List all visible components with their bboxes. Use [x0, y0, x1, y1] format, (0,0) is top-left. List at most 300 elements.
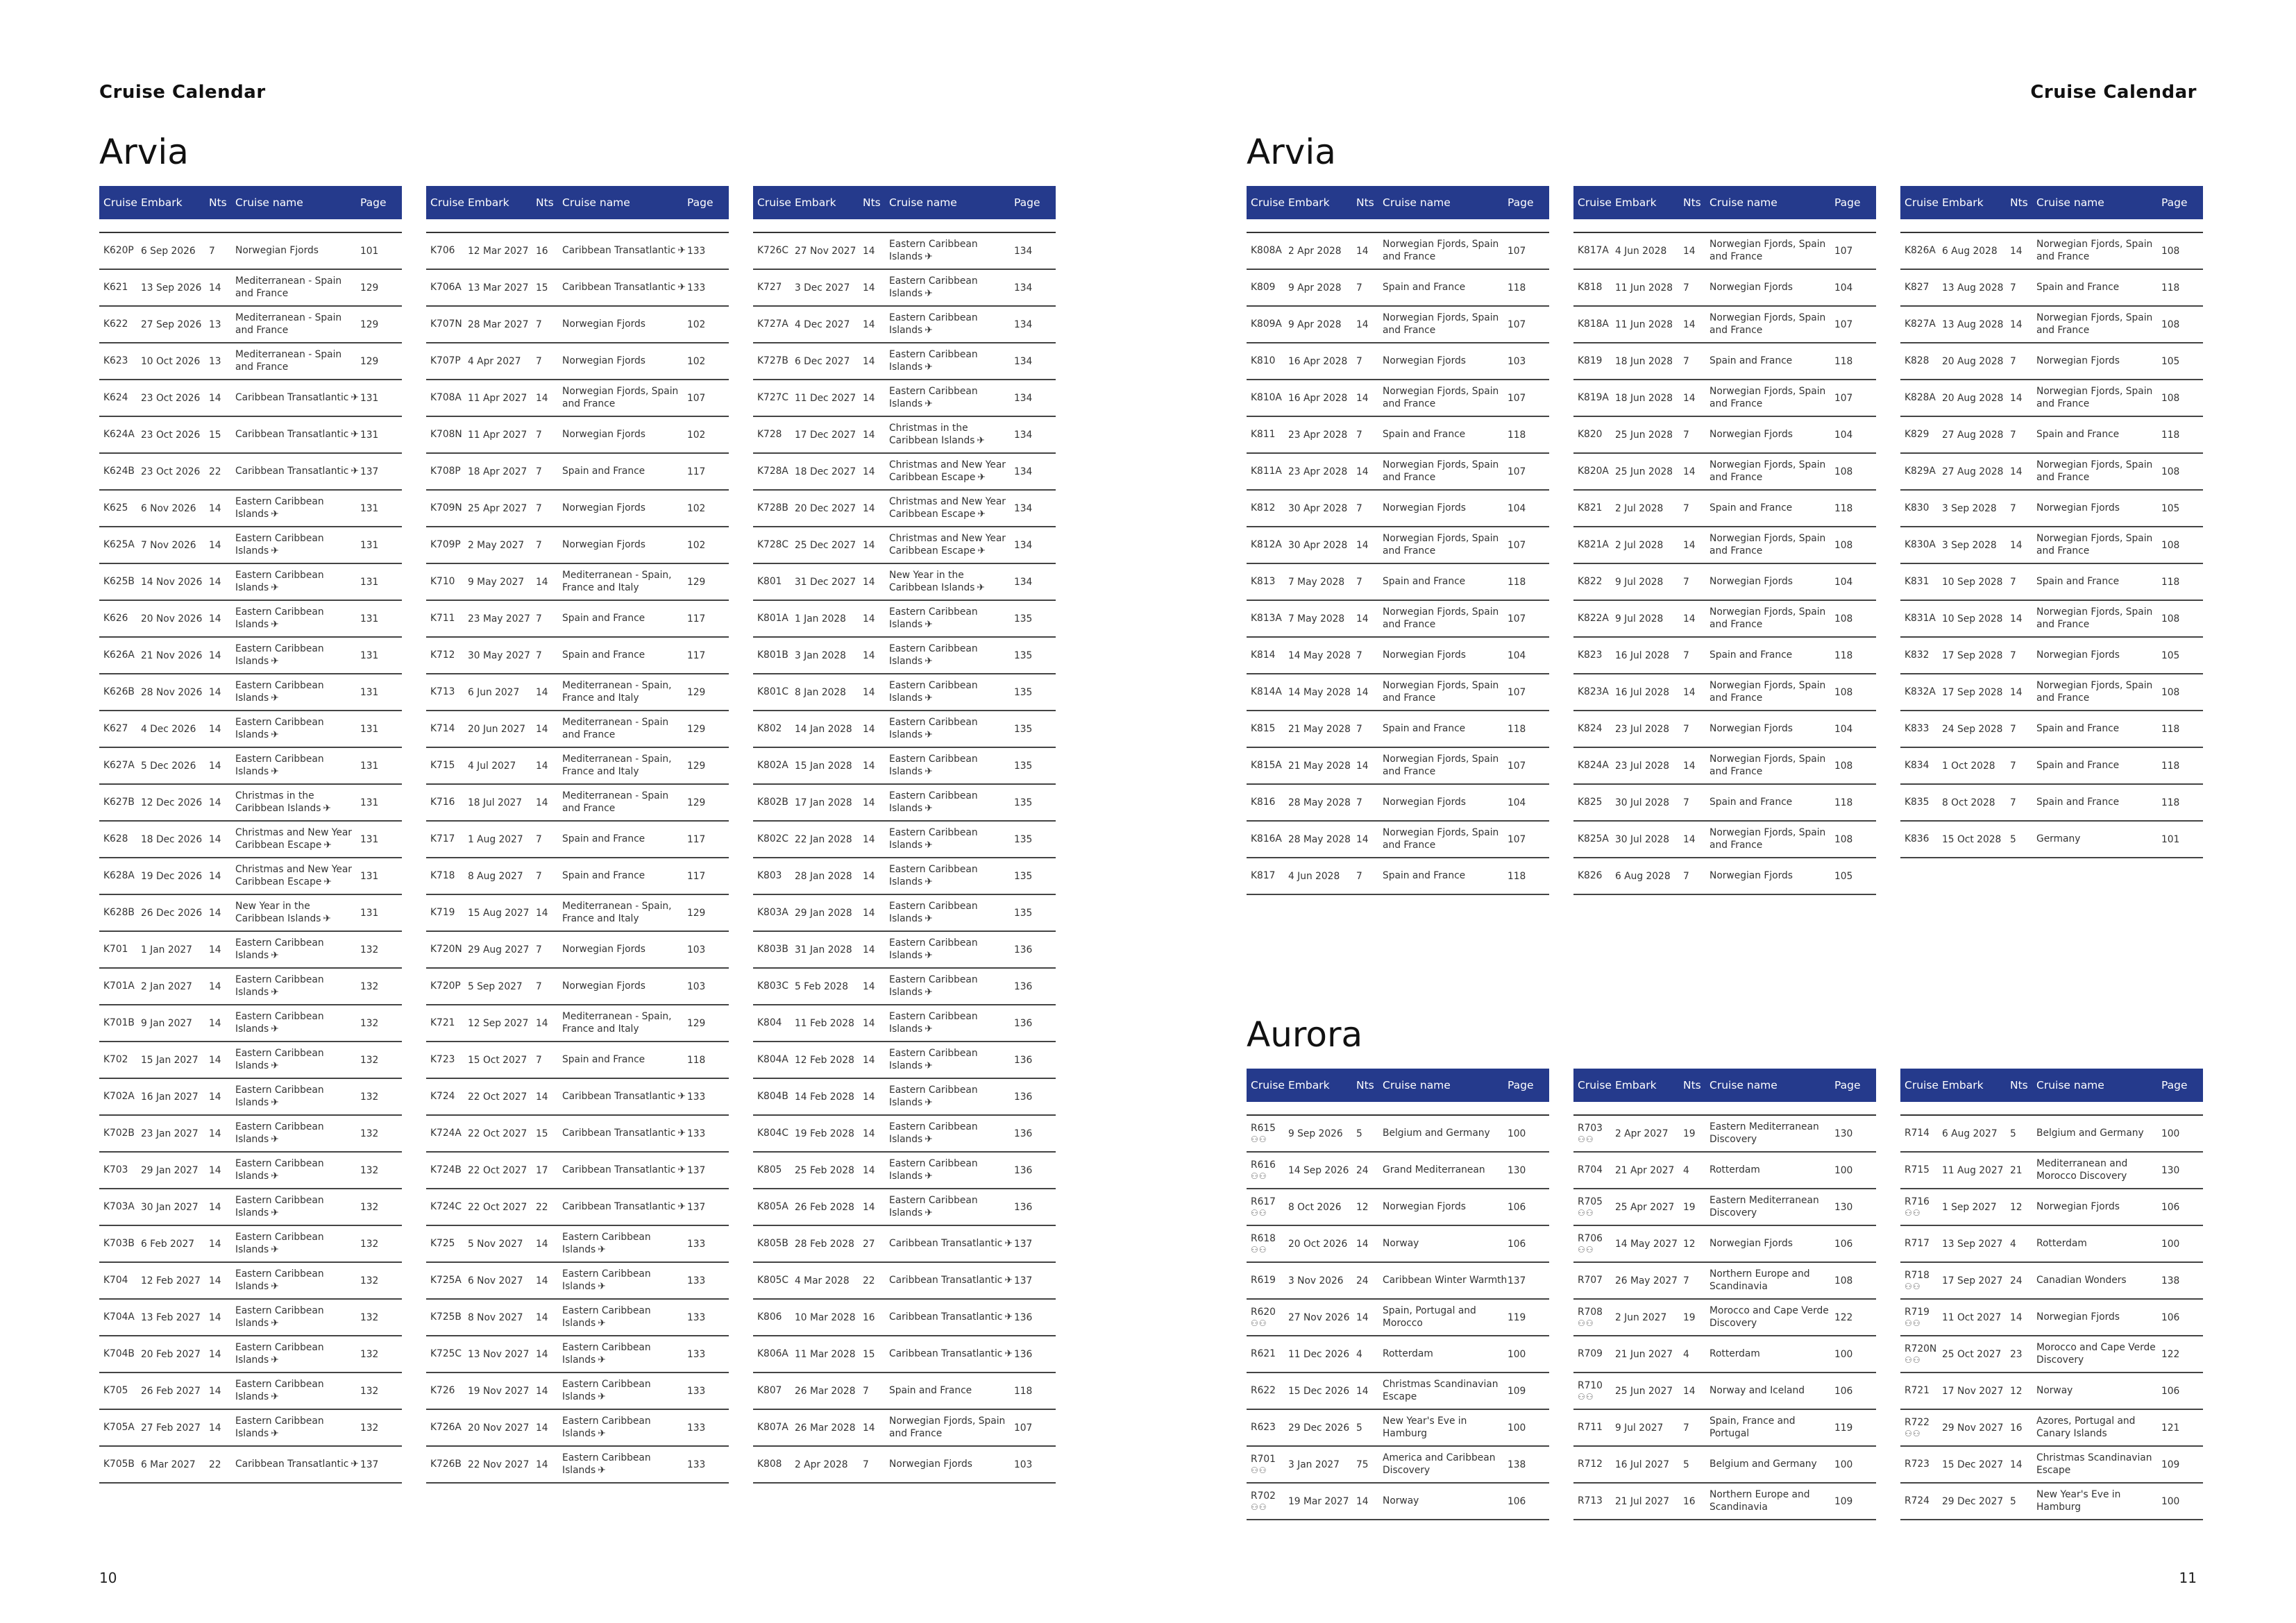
cruise-code: K804C	[757, 1128, 789, 1139]
cruise-name: Eastern Caribbean Islands ✈	[889, 606, 978, 630]
page-ref: 102	[687, 539, 706, 551]
cruise-code: K836	[1905, 833, 1930, 845]
cruise-code: K628A	[103, 870, 135, 882]
table-row	[753, 564, 1056, 601]
embark-date: 12 Feb 2028	[795, 1054, 854, 1066]
table-header	[1247, 1069, 1549, 1102]
embark-date: 15 Jan 2027	[141, 1054, 199, 1066]
cruise-name: Eastern Caribbean Islands ✈	[889, 900, 978, 924]
page-ref: 119	[1508, 1311, 1526, 1323]
col-embark: Embark	[1615, 196, 1657, 209]
cruise-code: K728	[757, 429, 782, 441]
embark-date: 26 May 2027	[1615, 1275, 1678, 1286]
plane-icon: ✈	[925, 618, 933, 630]
cruise-name: Eastern Caribbean Islands ✈	[889, 716, 978, 740]
cruise-code: K719	[430, 907, 455, 919]
cruise-code: K622	[103, 318, 128, 330]
nights: 14	[1356, 245, 1369, 257]
page-ref: 131	[360, 760, 379, 772]
embark-date: 16 Apr 2028	[1288, 355, 1348, 367]
embark-date: 1 Sep 2027	[1942, 1201, 1997, 1213]
header-divider	[1900, 1102, 2203, 1116]
cruise-code: K720N	[430, 944, 462, 955]
embark-date: 23 May 2027	[468, 613, 530, 624]
plane-icon: ✈	[598, 1464, 606, 1476]
cruise-name: Eastern Caribbean Islands ✈	[235, 1194, 324, 1218]
cruise-code	[1900, 1307, 1942, 1328]
table-row	[426, 1116, 729, 1153]
embark-date: 27 Aug 2028	[1942, 429, 2004, 441]
page-ref: 104	[1834, 282, 1853, 294]
page-ref: 107	[1834, 245, 1853, 257]
cruise-name: Eastern Caribbean Islands ✈	[889, 312, 978, 336]
embark-date: 14 May 2028	[1288, 649, 1351, 661]
table-row	[1900, 638, 2203, 674]
table-row	[753, 858, 1056, 895]
cruise-name: Caribbean Winter Warmth	[1383, 1274, 1508, 1286]
page-ref: 131	[360, 723, 379, 735]
cruise-name: Eastern Caribbean Islands ✈	[889, 348, 978, 373]
section-title-arvia-right: Arvia	[1247, 132, 1336, 172]
plane-icon: ✈	[925, 1133, 933, 1145]
embark-date: 15 Dec 2026	[1288, 1385, 1350, 1397]
table-row	[426, 932, 729, 969]
cruise-name: Norwegian Fjords, Spain and France	[1710, 385, 1826, 409]
nights: 14	[863, 466, 875, 477]
col-nights: Nts	[1356, 1079, 1374, 1091]
plane-icon: ✈	[271, 692, 279, 704]
page-ref: 134	[1014, 355, 1033, 367]
plane-icon: ✈	[977, 508, 986, 520]
embark-date: 17 Sep 2028	[1942, 649, 2003, 661]
cruise-name: Eastern Caribbean Islands ✈	[889, 790, 978, 814]
embark-date: 2 Jun 2027	[1615, 1311, 1667, 1323]
cruise-name: Caribbean Transatlantic ✈	[235, 1458, 359, 1470]
table-row	[99, 233, 402, 270]
page-ref: 109	[2161, 1459, 2180, 1470]
embark-date: 12 Sep 2027	[468, 1017, 529, 1029]
page-ref: 132	[360, 1422, 379, 1434]
table-header	[1900, 1069, 2203, 1102]
nights: 14	[863, 576, 875, 588]
page-ref: 102	[687, 429, 706, 441]
cruise-name: Norwegian Fjords, Spain and France	[1710, 312, 1826, 336]
nights: 16	[536, 245, 548, 257]
cruise-code: K806A	[757, 1348, 788, 1360]
cruise-code: R623	[1251, 1422, 1276, 1434]
header-divider	[753, 219, 1056, 233]
nights: 24	[1356, 1164, 1369, 1176]
cruise-code: K820	[1578, 429, 1603, 441]
embark-date: 18 Apr 2027	[468, 466, 527, 477]
plane-icon: ✈	[351, 1458, 359, 1470]
cruise-code-text: R706	[1578, 1233, 1603, 1245]
cruise-code: K808A	[1251, 245, 1282, 257]
cruise-name: Norwegian Fjords, Spain and France	[1383, 238, 1499, 262]
embark-date: 26 Mar 2028	[795, 1385, 856, 1397]
table-row	[753, 454, 1056, 491]
cruise-name: Norwegian Fjords, Spain and France	[1383, 826, 1499, 851]
nights: 14	[209, 907, 221, 919]
nights: 14	[863, 944, 875, 955]
table-row	[1573, 527, 1876, 564]
cruise-name: Norwegian Fjords	[235, 244, 319, 256]
cruise-code-text: R618	[1251, 1233, 1276, 1245]
plane-icon: ✈	[677, 1164, 686, 1175]
embark-date: 25 Feb 2028	[795, 1164, 854, 1176]
cruise-name: Rotterdam	[1710, 1348, 1760, 1359]
cruise-name: Christmas in the Caribbean Islands ✈	[235, 790, 331, 814]
embark-date: 1 Aug 2027	[468, 833, 523, 845]
table-header	[99, 186, 402, 219]
nights: 7	[1683, 649, 1689, 661]
cruise-name: Eastern Caribbean Islands ✈	[235, 1121, 324, 1145]
embark-date: 6 Sep 2026	[141, 245, 196, 257]
embark-date: 27 Nov 2026	[1288, 1311, 1350, 1323]
embark-date: 10 Mar 2028	[795, 1311, 856, 1323]
nights: 14	[209, 797, 221, 808]
page-ref: 100	[2161, 1495, 2180, 1507]
plane-icon: ✈	[1004, 1237, 1013, 1249]
page-ref: 136	[1014, 1311, 1033, 1323]
table-row	[99, 491, 402, 527]
cruise-code: K811	[1251, 429, 1276, 441]
cruise-code: K723	[430, 1054, 455, 1066]
nights: 14	[1356, 833, 1369, 845]
nights: 17	[536, 1164, 548, 1176]
nights: 7	[1683, 1422, 1689, 1434]
col-cruise-name: Cruise name	[1383, 1078, 1451, 1091]
cruise-code: K702B	[103, 1128, 135, 1139]
nights: 14	[1356, 1311, 1369, 1323]
plane-icon: ✈	[598, 1391, 606, 1402]
embark-date: 8 Oct 2028	[1942, 797, 1995, 808]
cruise-code: K832	[1905, 649, 1930, 661]
cruise-code: K621	[103, 282, 128, 294]
embark-date: 29 Jan 2027	[141, 1164, 199, 1176]
family-icon: ⚇⚇	[1251, 1207, 1267, 1218]
plane-icon: ✈	[271, 1391, 279, 1402]
cruise-name: Northern Europe and Scandinavia	[1710, 1268, 1810, 1292]
cruise-name: Eastern Mediterranean Discovery	[1710, 1121, 1819, 1145]
nights: 14	[863, 760, 875, 772]
cruise-code: R714	[1905, 1128, 1930, 1139]
cruise-name: Norwegian Fjords, Spain and France	[2036, 459, 2153, 483]
table-row	[1573, 1300, 1876, 1336]
page-ref: 135	[1014, 907, 1033, 919]
table-row	[1573, 601, 1876, 638]
page-ref: 118	[687, 1054, 706, 1066]
cruise-name: Norwegian Fjords, Spain and France	[2036, 238, 2153, 262]
cruise-code: K725B	[430, 1311, 462, 1323]
embark-date: 12 Mar 2027	[468, 245, 529, 257]
table-row	[753, 785, 1056, 822]
cruise-code: K712	[430, 649, 455, 661]
embark-date: 4 Dec 2027	[795, 318, 850, 330]
table-row	[1247, 1373, 1549, 1410]
table-row	[1573, 638, 1876, 674]
col-cruise: Cruise	[1578, 1078, 1612, 1091]
cruise-code: R709	[1578, 1348, 1603, 1360]
cruise-code	[1247, 1490, 1288, 1512]
embark-date: 23 Jul 2028	[1615, 760, 1670, 772]
nights: 14	[863, 649, 875, 661]
page-ref: 132	[360, 1348, 379, 1360]
embark-date: 19 Mar 2027	[1288, 1495, 1349, 1507]
embark-date: 25 Jun 2028	[1615, 429, 1673, 441]
cruise-code: K813A	[1251, 613, 1282, 624]
table-row	[753, 1336, 1056, 1373]
cruise-code: K824	[1578, 723, 1603, 735]
page-ref: 108	[1834, 833, 1853, 845]
col-page: Page	[1834, 1079, 1861, 1091]
nights: 22	[536, 1201, 548, 1213]
embark-date: 30 Apr 2028	[1288, 539, 1348, 551]
cruise-name: Spain and France	[1383, 722, 1466, 734]
plane-icon: ✈	[925, 1096, 933, 1108]
table-row	[1247, 307, 1549, 343]
table-row	[426, 785, 729, 822]
aurora-table-3	[1900, 1069, 2203, 1520]
family-icon: ⚇⚇	[1578, 1318, 1594, 1328]
col-page: Page	[360, 196, 387, 209]
cruise-code	[1247, 1233, 1288, 1255]
page-ref: 118	[2161, 723, 2180, 735]
cruise-code: K823	[1578, 649, 1603, 661]
col-page: Page	[1508, 196, 1534, 209]
page-ref: 103	[1014, 1459, 1033, 1470]
cruise-name: Norwegian Fjords, Spain and France	[1710, 606, 1826, 630]
cruise-code: K704A	[103, 1311, 135, 1323]
aurora-table-2	[1573, 1069, 1876, 1520]
plane-icon: ✈	[677, 244, 686, 256]
plane-icon: ✈	[1004, 1348, 1013, 1359]
cruise-name: Eastern Caribbean Islands ✈	[235, 569, 324, 593]
cruise-name: Norwegian Fjords, Spain and France	[1383, 459, 1499, 483]
table-row	[1900, 674, 2203, 711]
table-row	[426, 895, 729, 932]
table-row	[426, 1189, 729, 1226]
page-ref: 132	[360, 1128, 379, 1139]
col-cruise: Cruise	[1251, 196, 1285, 209]
table-row	[1900, 307, 2203, 343]
table-row	[99, 638, 402, 674]
embark-date: 6 Mar 2027	[141, 1459, 196, 1470]
plane-icon: ✈	[323, 802, 331, 814]
page-ref: 104	[1508, 649, 1526, 661]
embark-date: 11 Jun 2028	[1615, 318, 1673, 330]
table-row	[426, 1447, 729, 1484]
embark-date: 22 Jan 2028	[795, 833, 852, 845]
cruise-name: Eastern Caribbean Islands ✈	[562, 1305, 651, 1329]
cruise-name: Spain and France	[562, 833, 645, 844]
page-ref: 102	[687, 318, 706, 330]
nights: 7	[1683, 502, 1689, 514]
nights: 14	[2010, 392, 2023, 404]
nights: 23	[2010, 1348, 2023, 1360]
col-cruise: Cruise	[1905, 1078, 1939, 1091]
page-ref: 133	[687, 1311, 706, 1323]
arvia-table-left-1	[99, 186, 402, 1484]
table-row	[1900, 564, 2203, 601]
embark-date: 23 Oct 2026	[141, 392, 201, 404]
nights: 14	[536, 1091, 548, 1103]
page-ref: 131	[360, 907, 379, 919]
cruise-name: Eastern Caribbean Islands ✈	[235, 937, 324, 961]
nights: 13	[209, 355, 221, 367]
embark-date: 22 Oct 2027	[468, 1091, 527, 1103]
nights: 14	[209, 1311, 221, 1323]
embark-date: 15 Aug 2027	[468, 907, 530, 919]
cruise-name: Norwegian Fjords, Spain and France	[1710, 459, 1826, 483]
cruise-name: Eastern Caribbean Islands ✈	[889, 974, 978, 998]
cruise-code: K809A	[1251, 318, 1282, 330]
page-ref: 104	[1834, 429, 1853, 441]
nights: 7	[536, 613, 542, 624]
page-ref: 133	[687, 1091, 706, 1103]
cruise-name: Eastern Caribbean Islands ✈	[235, 753, 324, 777]
embark-date: 15 Jan 2028	[795, 760, 852, 772]
cruise-code: K834	[1905, 760, 1930, 772]
cruise-name: Eastern Caribbean Islands ✈	[235, 716, 324, 740]
cruise-code: K810A	[1251, 392, 1282, 404]
table-row	[1247, 417, 1549, 454]
nights: 12	[1683, 1238, 1696, 1250]
cruise-code: K808	[757, 1459, 782, 1470]
cruise-code	[1247, 1159, 1288, 1181]
page-ref: 129	[687, 1017, 706, 1029]
cruise-code: K726A	[430, 1422, 462, 1434]
cruise-code: K830A	[1905, 539, 1936, 551]
cruise-name: Norwegian Fjords	[2036, 502, 2120, 513]
cruise-code: K832A	[1905, 686, 1936, 698]
nights: 14	[536, 1422, 548, 1434]
page-ref: 107	[1834, 318, 1853, 330]
table-row	[1247, 527, 1549, 564]
embark-date: 30 Jul 2028	[1615, 797, 1670, 808]
page-ref: 131	[360, 502, 379, 514]
cruise-name: Mediterranean - Spain, France and Italy	[562, 569, 672, 593]
cruise-name: Norwegian Fjords, Spain and France	[1383, 532, 1499, 556]
table-row	[1247, 491, 1549, 527]
page-ref: 133	[687, 1422, 706, 1434]
embark-date: 11 Feb 2028	[795, 1017, 854, 1029]
cruise-code: R622	[1251, 1385, 1276, 1397]
table-row	[753, 417, 1056, 454]
cruise-name: Eastern Caribbean Islands ✈	[889, 385, 978, 409]
nights: 14	[536, 1311, 548, 1323]
page-ref: 102	[687, 502, 706, 514]
page-ref: 133	[687, 282, 706, 294]
cruise-code-text: R617	[1251, 1196, 1276, 1208]
page-ref: 137	[1014, 1238, 1033, 1250]
embark-date: 13 Nov 2027	[468, 1348, 530, 1360]
nights: 14	[863, 833, 875, 845]
table-row	[1900, 417, 2203, 454]
table-row	[1900, 1447, 2203, 1484]
nights: 14	[863, 282, 875, 294]
cruise-code: K724B	[430, 1164, 462, 1176]
cruise-code: K726	[430, 1385, 455, 1397]
table-row	[1573, 454, 1876, 491]
cruise-code-text: R616	[1251, 1159, 1276, 1171]
nights: 7	[1683, 429, 1689, 441]
table-row	[1573, 785, 1876, 822]
table-row	[1573, 233, 1876, 270]
cruise-name: Eastern Caribbean Islands ✈	[235, 1415, 324, 1439]
col-cruise-name: Cruise name	[1383, 196, 1451, 209]
nights: 12	[2010, 1201, 2023, 1213]
embark-date: 1 Jan 2028	[795, 613, 846, 624]
embark-date: 2 Jan 2027	[141, 980, 192, 992]
page-ref: 137	[1508, 1275, 1526, 1286]
nights: 14	[209, 1128, 221, 1139]
cruise-code	[1247, 1123, 1288, 1144]
cruise-code: K707P	[430, 355, 461, 367]
plane-icon: ✈	[351, 465, 359, 477]
table-header	[1573, 186, 1876, 219]
cruise-name: Norwegian Fjords, Spain and France	[1710, 826, 1826, 851]
page-ref: 133	[687, 1238, 706, 1250]
embark-date: 29 Dec 2027	[1942, 1495, 2004, 1507]
cruise-code: K620P	[103, 245, 134, 257]
cruise-name: New Year in the Caribbean Islands ✈	[889, 569, 985, 593]
page-ref: 129	[360, 282, 379, 294]
cruise-code	[1900, 1196, 1942, 1218]
table-row	[99, 1263, 402, 1300]
cruise-name: Eastern Caribbean Islands ✈	[235, 606, 324, 630]
cruise-code: K627A	[103, 760, 135, 772]
table-row	[1900, 1226, 2203, 1263]
page-number-right: 11	[2179, 1570, 2197, 1586]
nights: 14	[863, 723, 875, 735]
table-row	[753, 1153, 1056, 1189]
embark-date: 20 Aug 2028	[1942, 355, 2004, 367]
cruise-name: Spain and France	[1383, 575, 1466, 587]
cruise-name: Spain, France and Portugal	[1710, 1415, 1796, 1439]
cruise-name: Eastern Caribbean Islands ✈	[889, 238, 978, 262]
table-row	[1900, 1373, 2203, 1410]
embark-date: 6 Jun 2027	[468, 686, 520, 698]
nights: 24	[2010, 1275, 2023, 1286]
nights: 5	[2010, 833, 2016, 845]
page-ref: 135	[1014, 833, 1033, 845]
embark-date: 8 Oct 2026	[1288, 1201, 1342, 1213]
plane-icon: ✈	[598, 1427, 606, 1439]
page-ref: 106	[2161, 1311, 2180, 1323]
col-embark: Embark	[468, 196, 509, 209]
table-row	[753, 1005, 1056, 1042]
header-divider	[1573, 1102, 1876, 1116]
plane-icon: ✈	[271, 1354, 279, 1366]
section-title-arvia-left: Arvia	[99, 132, 189, 172]
plane-icon: ✈	[271, 1427, 279, 1439]
plane-icon: ✈	[1004, 1311, 1013, 1323]
cruise-name: Rotterdam	[1710, 1164, 1760, 1175]
cruise-code: K715	[430, 760, 455, 772]
page-ref: 122	[1834, 1311, 1853, 1323]
plane-icon: ✈	[271, 729, 279, 740]
embark-date: 8 Aug 2027	[468, 870, 523, 882]
embark-date: 13 Mar 2027	[468, 282, 529, 294]
cruise-name: Spain and France	[2036, 722, 2120, 734]
table-row	[426, 491, 729, 527]
cruise-name: Eastern Caribbean Islands ✈	[562, 1231, 651, 1255]
nights: 14	[536, 760, 548, 772]
plane-icon: ✈	[271, 1096, 279, 1108]
page-ref: 133	[687, 1128, 706, 1139]
cruise-name: Mediterranean - Spain, France and Italy	[562, 900, 672, 924]
